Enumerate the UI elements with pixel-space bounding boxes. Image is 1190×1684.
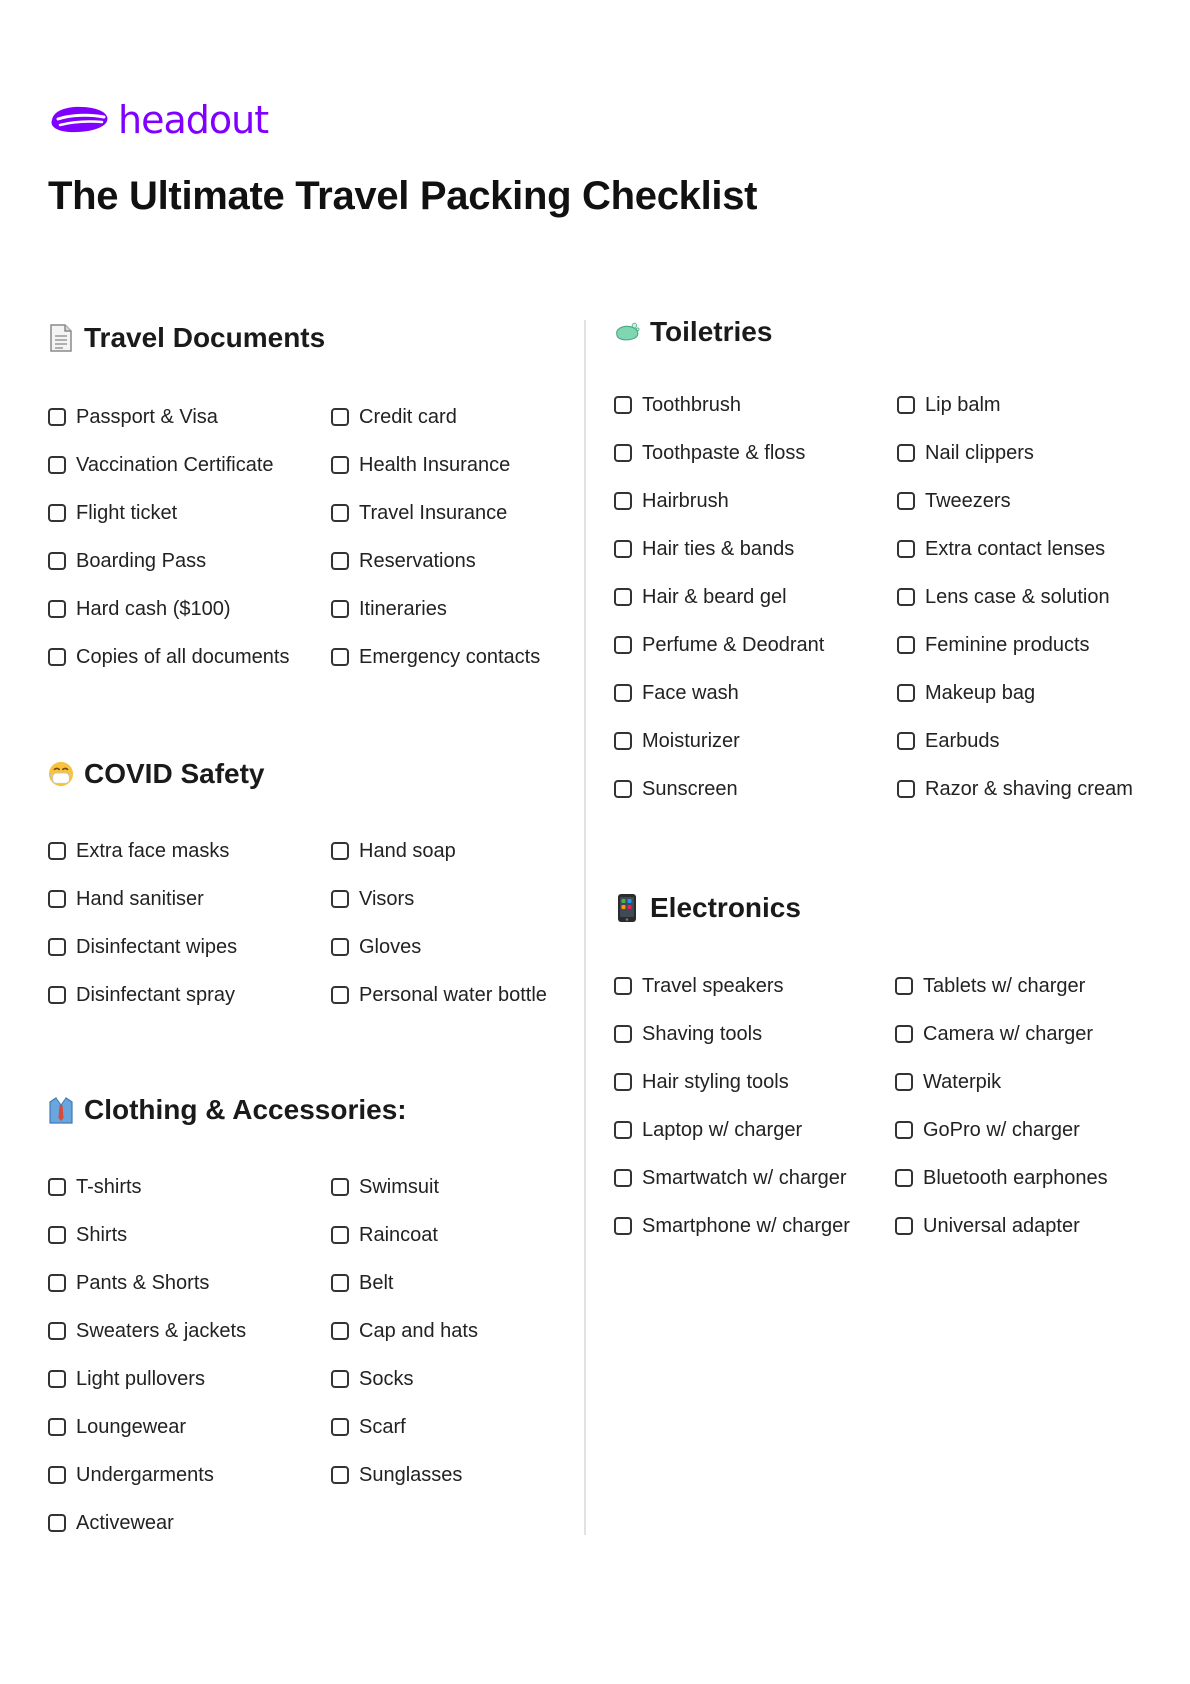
checkbox[interactable] <box>895 1121 913 1139</box>
checklist-item[interactable] <box>331 450 510 480</box>
checkbox[interactable] <box>48 842 66 860</box>
checkbox[interactable] <box>48 504 66 522</box>
checkbox[interactable] <box>897 492 915 510</box>
checklist-item-label: Pants & Shorts <box>76 1271 210 1294</box>
document-icon <box>48 322 74 354</box>
checklist-item-label: T-shirts <box>76 1175 142 1198</box>
checklist-item[interactable] <box>48 642 289 672</box>
checkbox[interactable] <box>331 938 349 956</box>
checklist-item[interactable] <box>48 1220 127 1250</box>
checklist-item[interactable] <box>897 678 1035 708</box>
checklist-item[interactable] <box>331 1364 413 1394</box>
checklist-item[interactable] <box>48 1460 214 1490</box>
section-travel-documents <box>48 318 541 668</box>
checklist-item[interactable] <box>331 1460 462 1490</box>
checklist-item-label: Passport & Visa <box>76 405 218 428</box>
checklist-item-label: Loungewear <box>76 1415 187 1438</box>
checklist-item[interactable] <box>897 534 1105 564</box>
checklist-item[interactable] <box>614 774 738 804</box>
checklist-item-label: Belt <box>359 1271 394 1294</box>
checkbox[interactable] <box>897 588 915 606</box>
checklist-item[interactable] <box>614 630 824 660</box>
checkbox[interactable] <box>614 1121 632 1139</box>
checklist-item-label: Raincoat <box>359 1223 438 1246</box>
checklist-item[interactable] <box>48 546 206 576</box>
checklist-item[interactable] <box>48 1508 174 1538</box>
checkbox[interactable] <box>331 600 349 618</box>
checklist-item[interactable] <box>614 971 784 1001</box>
checklist-item-label: Travel speakers <box>642 974 784 997</box>
checklist-item[interactable] <box>331 498 507 528</box>
checkbox[interactable] <box>48 1418 66 1436</box>
checklist-item-label: Flight ticket <box>76 501 178 524</box>
checkbox[interactable] <box>614 540 632 558</box>
checkbox[interactable] <box>331 1178 349 1196</box>
checklist-item[interactable] <box>897 774 1133 804</box>
checklist-item[interactable] <box>895 1211 1080 1241</box>
checklist-item-label: Feminine products <box>925 633 1090 656</box>
checklist-item[interactable] <box>48 402 218 432</box>
checkbox[interactable] <box>897 444 915 462</box>
checkbox[interactable] <box>48 890 66 908</box>
checklist-item[interactable] <box>331 1412 406 1442</box>
checkbox[interactable] <box>331 552 349 570</box>
checkbox[interactable] <box>614 684 632 702</box>
checklist-item[interactable] <box>331 980 547 1010</box>
checklist-item[interactable] <box>897 726 1000 756</box>
checklist-item-label: Hair ties & bands <box>642 537 795 560</box>
soap-icon <box>614 316 640 348</box>
checklist-item[interactable] <box>48 836 229 866</box>
checklist-item[interactable] <box>331 1220 438 1250</box>
checklist-item-label: Disinfectant spray <box>76 983 235 1006</box>
checklist-item-label: Cap and hats <box>359 1319 478 1342</box>
checklist-item-label: Gloves <box>359 935 422 958</box>
checkbox[interactable] <box>331 1322 349 1340</box>
checklist-item-label: Credit card <box>359 405 457 428</box>
checkbox[interactable] <box>48 1322 66 1340</box>
checkbox[interactable] <box>48 1466 66 1484</box>
checklist-item[interactable] <box>897 486 1011 516</box>
checkbox[interactable] <box>48 986 66 1004</box>
checkbox[interactable] <box>331 986 349 1004</box>
checklist-item[interactable] <box>331 594 447 624</box>
section-title: COVID Safety <box>84 758 265 789</box>
checkbox[interactable] <box>331 408 349 426</box>
checklist-item[interactable] <box>614 1067 789 1097</box>
checkbox[interactable] <box>614 396 632 414</box>
checkbox[interactable] <box>614 732 632 750</box>
checklist-item[interactable] <box>331 642 540 672</box>
checklist-item[interactable] <box>331 932 421 962</box>
section-title: Electronics <box>650 892 801 923</box>
checklist-item[interactable] <box>48 1268 209 1298</box>
checklist-item-label: Hair & beard gel <box>642 585 787 608</box>
checklist-item-label: Moisturizer <box>642 729 740 752</box>
checkbox[interactable] <box>614 1217 632 1235</box>
checkbox[interactable] <box>614 492 632 510</box>
section-title: Travel Documents <box>84 322 326 353</box>
checkbox[interactable] <box>331 1466 349 1484</box>
checklist-item-label: Hand soap <box>359 839 456 862</box>
checklist-item[interactable] <box>895 971 1085 1001</box>
checklist-item[interactable] <box>331 546 476 576</box>
checklist-item-label: Toothbrush <box>642 393 741 416</box>
checklist-item[interactable] <box>48 932 237 962</box>
checklist-item[interactable] <box>331 1268 393 1298</box>
checkbox[interactable] <box>331 456 349 474</box>
checklist-item[interactable] <box>614 1019 762 1049</box>
checklist-item[interactable] <box>48 980 235 1010</box>
checkbox[interactable] <box>614 780 632 798</box>
checklist-item[interactable] <box>895 1163 1108 1193</box>
checklist-item-label: Extra contact lenses <box>925 537 1106 560</box>
checklist-item[interactable] <box>614 582 787 612</box>
checklist-item[interactable] <box>897 390 1001 420</box>
checklist-item-label: Vaccination Certificate <box>76 453 274 476</box>
checklist-item[interactable] <box>897 582 1110 612</box>
checkbox[interactable] <box>895 977 913 995</box>
blimp-icon <box>48 100 112 140</box>
checklist-item-label: Waterpik <box>923 1070 1002 1093</box>
checklist-item-label: GoPro w/ charger <box>923 1118 1080 1141</box>
checklist-item[interactable] <box>331 402 457 432</box>
checklist-item-label: Perfume & Deodrant <box>642 633 825 656</box>
section-clothing <box>48 1090 478 1534</box>
checklist-item-label: Copies of all documents <box>76 645 290 668</box>
checklist-item[interactable] <box>614 486 729 516</box>
checklist-item-label: Earbuds <box>925 729 1000 752</box>
checklist-item[interactable] <box>331 836 456 866</box>
checklist-item[interactable] <box>614 1163 847 1193</box>
checklist-item[interactable] <box>48 1172 142 1202</box>
section-electronics <box>614 888 1108 1237</box>
checklist-item-label: Razor & shaving cream <box>925 777 1133 800</box>
checklist-item-label: Visors <box>359 887 415 910</box>
checklist-item[interactable] <box>331 1172 439 1202</box>
checklist-item[interactable] <box>614 438 805 468</box>
checklist-item[interactable] <box>48 1316 246 1346</box>
checklist-item-label: Personal water bottle <box>359 983 547 1006</box>
checklist-item-label: Reservations <box>359 549 476 572</box>
checklist-item-label: Face wash <box>642 681 739 704</box>
checkbox[interactable] <box>895 1073 913 1091</box>
checkbox[interactable] <box>48 1274 66 1292</box>
checkbox[interactable] <box>48 1226 66 1244</box>
section-header <box>48 318 325 358</box>
checklist-item[interactable] <box>48 1412 186 1442</box>
checkbox[interactable] <box>614 588 632 606</box>
checklist-item[interactable] <box>331 1316 478 1346</box>
headout-logo <box>48 96 268 144</box>
checklist-item-label: Tablets w/ charger <box>923 974 1086 997</box>
brand-name: headout <box>118 98 269 142</box>
checkbox[interactable] <box>614 1169 632 1187</box>
checklist-item-label: Hard cash ($100) <box>76 597 231 620</box>
checklist-item[interactable] <box>48 884 204 914</box>
checklist-item-label: Lip balm <box>925 393 1001 416</box>
checkbox[interactable] <box>331 1274 349 1292</box>
checkbox[interactable] <box>48 1370 66 1388</box>
checklist-item[interactable] <box>895 1067 1001 1097</box>
checklist-item[interactable] <box>48 498 177 528</box>
checklist-item-label: Extra face masks <box>76 839 230 862</box>
checklist-item-label: Hand sanitiser <box>76 887 204 910</box>
checklist-item-label: Itineraries <box>359 597 447 620</box>
checklist-item-label: Makeup bag <box>925 681 1036 704</box>
checklist-item-label: Travel Insurance <box>359 501 508 524</box>
section-header <box>614 312 772 352</box>
checkbox[interactable] <box>48 552 66 570</box>
checklist-item[interactable] <box>614 726 740 756</box>
section-title: Toiletries <box>650 316 773 347</box>
checkbox[interactable] <box>897 684 915 702</box>
checkbox[interactable] <box>614 1025 632 1043</box>
checklist-item[interactable] <box>614 678 739 708</box>
checkbox[interactable] <box>331 890 349 908</box>
checklist-item-label: Light pullovers <box>76 1367 205 1390</box>
section-header <box>48 1090 407 1130</box>
checkbox[interactable] <box>331 504 349 522</box>
checklist-item[interactable] <box>614 1115 802 1145</box>
page-title: The Ultimate Travel Packing Checklist <box>48 174 758 218</box>
face-mask-icon <box>48 758 74 790</box>
checklist-item[interactable] <box>897 630 1090 660</box>
checklist-item-label: Hairbrush <box>642 489 729 512</box>
checklist-item-label: Camera w/ charger <box>923 1022 1094 1045</box>
checklist-item-label: Smartwatch w/ charger <box>642 1166 847 1189</box>
checkbox[interactable] <box>895 1217 913 1235</box>
checkbox[interactable] <box>48 408 66 426</box>
checklist-item-label: Scarf <box>359 1415 406 1438</box>
checklist-item-label: Hair styling tools <box>642 1070 789 1093</box>
column-divider <box>584 320 586 1535</box>
checkbox[interactable] <box>48 600 66 618</box>
checklist-item-label: Bluetooth earphones <box>923 1166 1108 1189</box>
checklist-item-label: Activewear <box>76 1511 174 1534</box>
checkbox[interactable] <box>48 648 66 666</box>
checklist-item-label: Universal adapter <box>923 1214 1080 1237</box>
checkbox[interactable] <box>897 396 915 414</box>
checkbox[interactable] <box>48 1178 66 1196</box>
checkbox[interactable] <box>897 636 915 654</box>
checklist-item-label: Lens case & solution <box>925 585 1110 608</box>
checkbox[interactable] <box>614 1073 632 1091</box>
checklist-item-label: Nail clippers <box>925 441 1034 464</box>
checkbox[interactable] <box>331 1418 349 1436</box>
checklist-item[interactable] <box>48 1364 205 1394</box>
checkbox[interactable] <box>331 648 349 666</box>
checklist-item-label: Sweaters & jackets <box>76 1319 247 1342</box>
checkbox[interactable] <box>48 1514 66 1532</box>
checklist-item[interactable] <box>614 390 741 420</box>
checklist-item[interactable] <box>48 450 274 480</box>
checklist-item[interactable] <box>614 534 794 564</box>
checkbox[interactable] <box>331 1370 349 1388</box>
checklist-item-label: Smartphone w/ charger <box>642 1214 850 1237</box>
checklist-item[interactable] <box>897 438 1034 468</box>
section-header <box>48 754 265 794</box>
checkbox[interactable] <box>897 732 915 750</box>
checklist-item[interactable] <box>895 1019 1093 1049</box>
checklist-item-label: Undergarments <box>76 1463 214 1486</box>
checkbox[interactable] <box>897 540 915 558</box>
checklist-item-label: Boarding Pass <box>76 549 207 572</box>
checklist-item-label: Swimsuit <box>359 1175 440 1198</box>
shirt-tie-icon <box>48 1094 74 1126</box>
checkbox[interactable] <box>895 1169 913 1187</box>
checklist-item-label: Shaving tools <box>642 1022 763 1045</box>
checklist-item[interactable] <box>895 1115 1080 1145</box>
checklist-item-label: Sunglasses <box>359 1463 463 1486</box>
checklist-item-label: Health Insurance <box>359 453 511 476</box>
checklist-item-label: Tweezers <box>925 489 1011 512</box>
checklist-item[interactable] <box>48 594 231 624</box>
checklist-item-label: Shirts <box>76 1223 128 1246</box>
smartphone-icon <box>614 892 640 924</box>
checklist-item-label: Laptop w/ charger <box>642 1118 803 1141</box>
checkbox[interactable] <box>614 977 632 995</box>
checklist-item[interactable] <box>331 884 414 914</box>
section-covid-safety <box>48 754 547 1006</box>
checkbox[interactable] <box>331 842 349 860</box>
checkbox[interactable] <box>897 780 915 798</box>
checklist-item-label: Sunscreen <box>642 777 738 800</box>
checkbox[interactable] <box>48 938 66 956</box>
checkbox[interactable] <box>614 444 632 462</box>
checkbox[interactable] <box>614 636 632 654</box>
checkbox[interactable] <box>48 456 66 474</box>
checklist-item-label: Emergency contacts <box>359 645 541 668</box>
section-toiletries <box>614 316 1133 800</box>
checkbox[interactable] <box>895 1025 913 1043</box>
section-title: Clothing & Accessories: <box>84 1094 407 1125</box>
section-header <box>614 888 801 928</box>
checkbox[interactable] <box>331 1226 349 1244</box>
checklist-item[interactable] <box>614 1211 850 1241</box>
checklist-item-label: Disinfectant wipes <box>76 935 238 958</box>
checklist-item-label: Socks <box>359 1367 414 1390</box>
checklist-item-label: Toothpaste & floss <box>642 441 806 464</box>
